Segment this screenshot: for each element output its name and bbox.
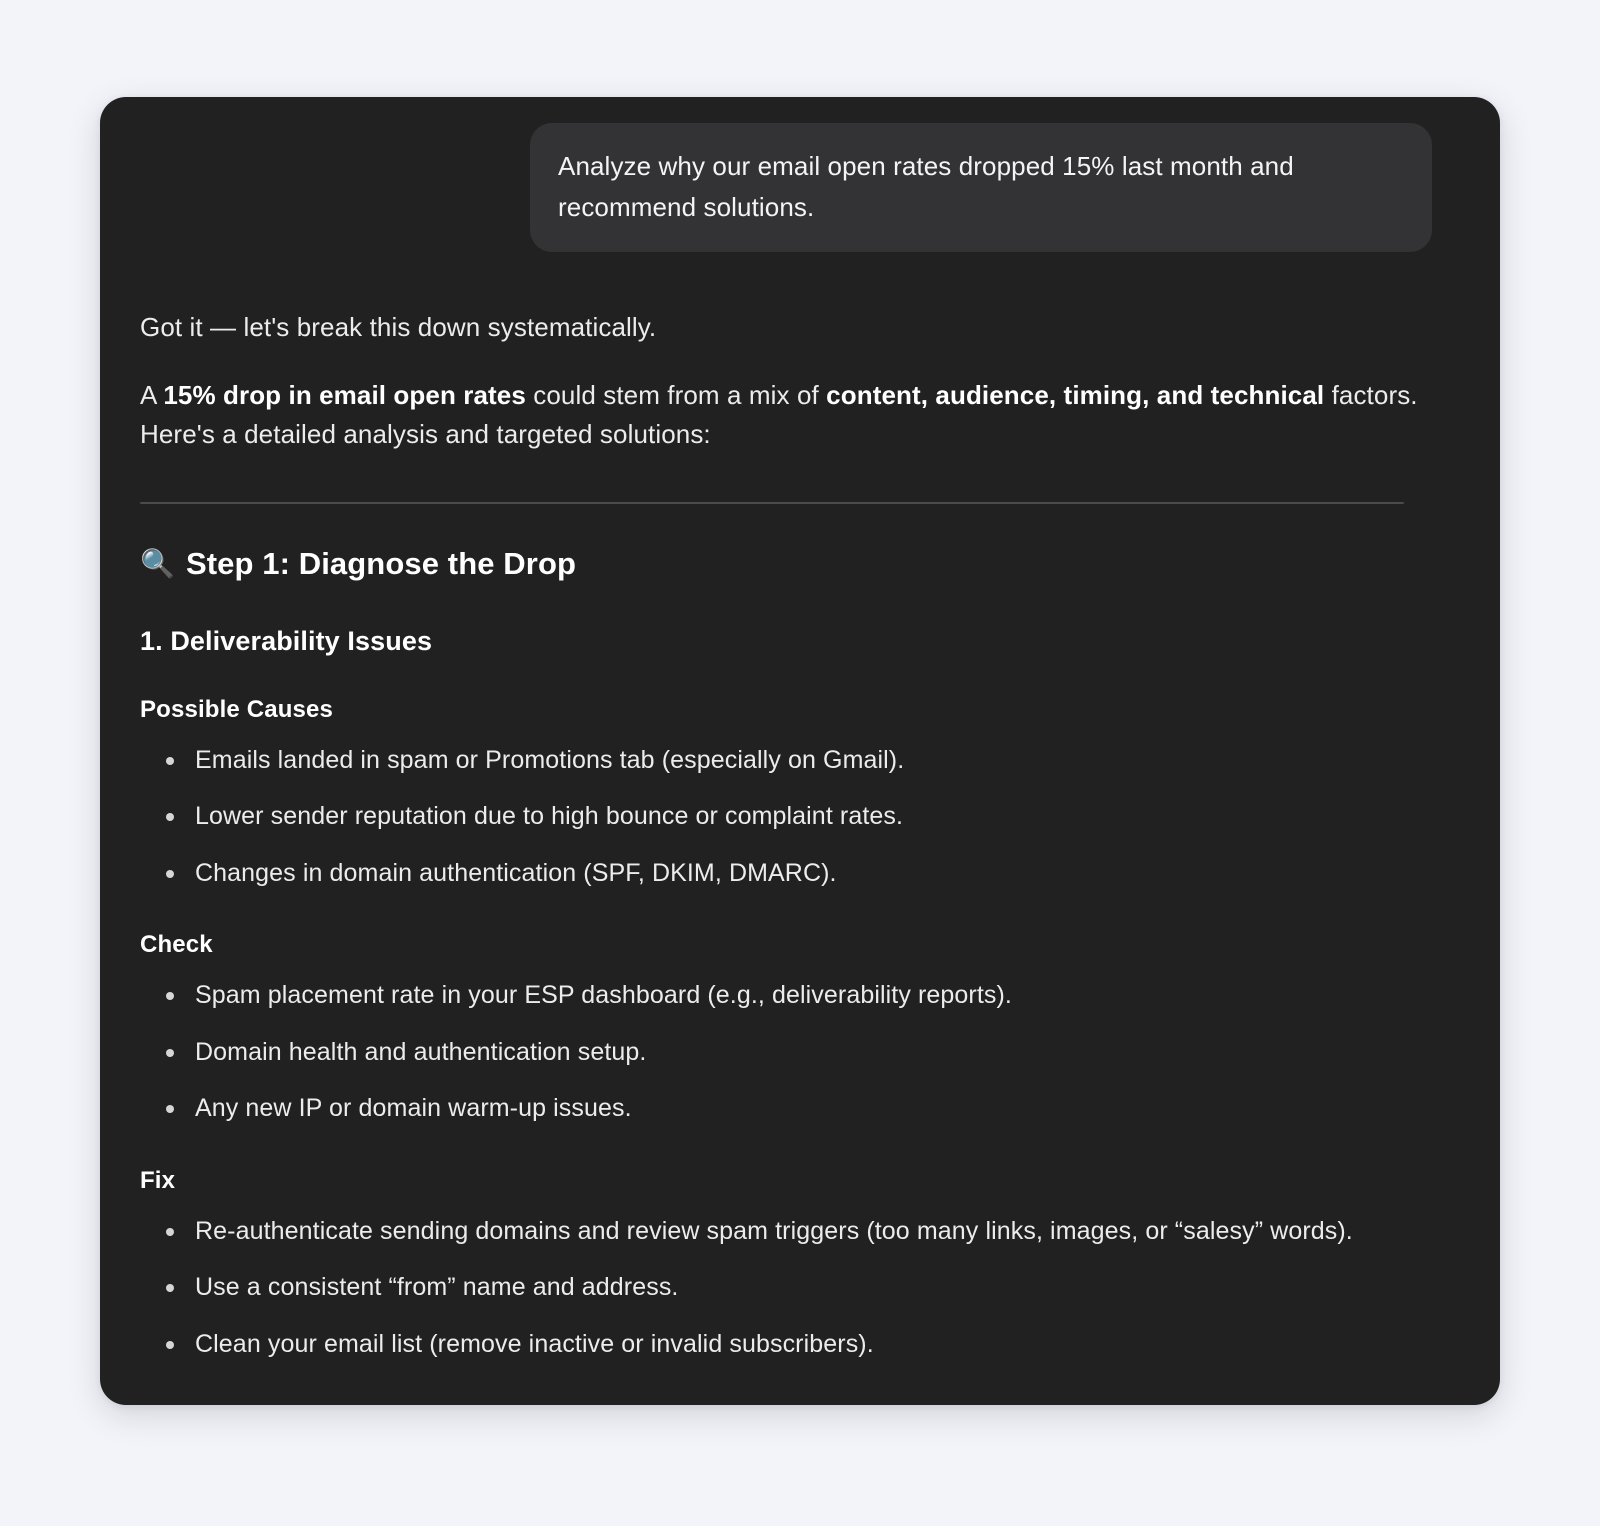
assistant-message bbox=[100, 252, 1500, 1363]
group-label-fix: Fix bbox=[140, 1166, 176, 1194]
magnifying-glass-icon: 🔍 bbox=[140, 547, 175, 579]
fix-list bbox=[140, 1213, 1432, 1364]
section-divider bbox=[140, 502, 1404, 504]
summary-bold-factors: content, audience, timing, and technical bbox=[826, 379, 1325, 410]
summary-middle-text: could stem from a mix of bbox=[525, 379, 827, 410]
list-item: Clean your email list (remove inactive or invalid subscribers). bbox=[140, 1326, 1370, 1364]
assistant-summary-paragraph bbox=[140, 376, 1432, 455]
summary-tail-text: factors. Here's a detailed analysis and targeted solutions: bbox=[140, 379, 1418, 450]
summary-lead-text: A bbox=[140, 379, 164, 410]
group-label-possible-causes: Possible Causes bbox=[140, 695, 334, 723]
list-item: Changes in domain authentication (SPF, DKIM, DMARC). bbox=[140, 855, 1370, 893]
assistant-intro-line: Got it — let's break this down systematically. bbox=[140, 312, 657, 343]
check-list bbox=[140, 977, 1432, 1128]
group-label-check: Check bbox=[140, 931, 213, 959]
possible-causes-list bbox=[140, 742, 1432, 893]
step-1-heading-text: Step 1: Diagnose the Drop bbox=[185, 545, 577, 581]
user-message-bubble[interactable]: Analyze why our email open rates dropped 15% last month and recommend solutions. bbox=[530, 123, 1432, 252]
deliverability-issues-heading: 1. Deliverability Issues bbox=[140, 625, 433, 656]
user-message-row bbox=[100, 97, 1500, 252]
list-item: Use a consistent “from” name and address. bbox=[140, 1269, 1370, 1307]
step-1-heading bbox=[140, 546, 1432, 582]
summary-bold-drop: 15% drop in email open rates bbox=[163, 379, 526, 410]
list-item: Any new IP or domain warm-up issues. bbox=[140, 1090, 1370, 1128]
list-item: Domain health and authentication setup. bbox=[140, 1034, 1370, 1072]
list-item: Lower sender reputation due to high bounce or complaint rates. bbox=[140, 798, 1370, 836]
list-item: Spam placement rate in your ESP dashboard (e.g., deliverability reports). bbox=[140, 977, 1370, 1015]
conversation-card bbox=[100, 97, 1500, 1405]
list-item: Emails landed in spam or Promotions tab (especially on Gmail). bbox=[140, 742, 1370, 780]
list-item: Re-authenticate sending domains and review spam triggers (too many links, images, or “salesy” words). bbox=[140, 1213, 1370, 1251]
